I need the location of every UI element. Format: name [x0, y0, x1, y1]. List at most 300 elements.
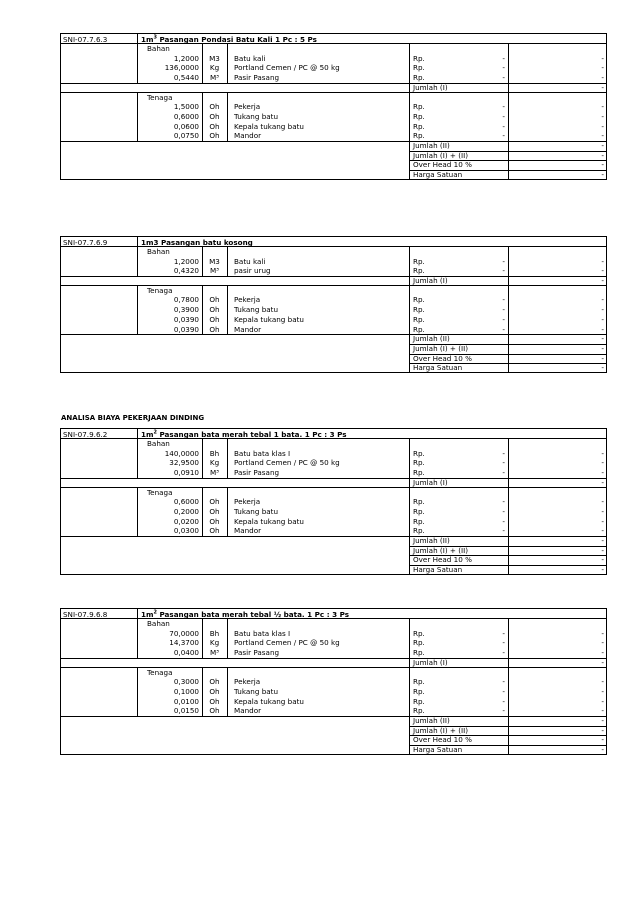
coefficient: 140,0000 — [164, 448, 199, 458]
line-total: - — [601, 526, 604, 536]
tenaga-item-row — [61, 677, 606, 687]
currency-label: Rp. — [413, 468, 425, 478]
tenaga-section — [60, 488, 607, 575]
currency-label: Rp. — [413, 628, 425, 638]
title-superscript: 2 — [153, 429, 157, 436]
unit: Bh — [209, 448, 220, 458]
total-row — [61, 276, 606, 286]
item-name: Batu kali — [234, 53, 266, 63]
block-header — [60, 428, 607, 439]
item-name: Batu kali — [234, 256, 266, 266]
item-name: Tukang batu — [234, 686, 279, 696]
tenaga-label: Tenaga — [147, 285, 173, 295]
analysis-block — [60, 236, 607, 373]
header-divider — [137, 429, 138, 438]
section-caption: ANALISA BIAYA PEKERJAAN DINDING — [61, 414, 205, 422]
header-divider — [137, 34, 138, 43]
bahan-item-row — [61, 629, 606, 639]
item-name: Pekerja — [234, 677, 261, 687]
coefficient: 14,3700 — [169, 638, 199, 648]
bahan-label: Bahan — [147, 619, 170, 628]
coefficient: 0,5440 — [173, 73, 199, 83]
currency-label: Rp. — [413, 324, 425, 334]
unit: Oh — [209, 111, 220, 121]
item-name: Kepala tukang batu — [234, 516, 304, 526]
total-value: - — [601, 160, 604, 170]
unit: Oh — [209, 305, 220, 315]
line-total: - — [601, 516, 604, 526]
total-row — [61, 363, 606, 373]
total-row — [61, 716, 606, 726]
currency-label: Rp. — [413, 102, 425, 112]
item-name: Kepala tukang batu — [234, 121, 304, 131]
tenaga-item-row — [61, 131, 606, 141]
currency-label: Rp. — [413, 295, 425, 305]
bahan-item-row — [61, 458, 606, 468]
unit: M3 — [209, 256, 220, 266]
sni-code: SNI-07.9.6.2 — [63, 430, 108, 439]
bahan-section — [60, 619, 607, 668]
bahan-label-row — [61, 619, 606, 629]
tenaga-item-row — [61, 507, 606, 517]
line-total: - — [601, 295, 604, 305]
unit-price: - — [502, 73, 505, 83]
total-value: - — [601, 536, 604, 545]
unit-price: - — [502, 677, 505, 687]
currency-label: Rp. — [413, 53, 425, 63]
total-row — [61, 170, 606, 180]
header-divider — [137, 609, 138, 618]
unit-price: - — [502, 256, 505, 266]
tenaga-section — [60, 93, 607, 180]
unit: Oh — [209, 295, 220, 305]
bahan-item-row — [61, 266, 606, 276]
title-prefix: 1m — [141, 610, 154, 619]
coefficient: 0,3000 — [173, 677, 199, 687]
coefficient: 0,0750 — [173, 131, 199, 141]
currency-label: Rp. — [413, 696, 425, 706]
total-label: Jumlah (I) — [413, 82, 448, 92]
unit: M³ — [209, 468, 220, 478]
block-header — [60, 608, 607, 619]
tenaga-item-row — [61, 122, 606, 132]
bahan-item-row — [61, 63, 606, 73]
coefficient: 0,2000 — [173, 506, 199, 516]
line-total: - — [601, 497, 604, 507]
total-value: - — [601, 141, 604, 150]
coefficient: 1,5000 — [173, 102, 199, 112]
total-value: - — [601, 725, 604, 735]
item-name: Mandor — [234, 706, 262, 716]
currency-label: Rp. — [413, 111, 425, 121]
tenaga-item-row — [61, 526, 606, 536]
tenaga-section — [60, 668, 607, 755]
total-label: Over Head 10 % — [413, 735, 472, 745]
currency-label: Rp. — [413, 458, 425, 468]
total-label: Jumlah (I) + (II) — [413, 343, 469, 353]
bahan-label: Bahan — [147, 247, 170, 256]
analysis-block — [60, 428, 607, 575]
tenaga-item-row — [61, 305, 606, 315]
line-total: - — [601, 102, 604, 112]
unit: Oh — [209, 324, 220, 334]
header-divider — [137, 237, 138, 246]
line-total: - — [601, 468, 604, 478]
unit-price: - — [502, 648, 505, 658]
currency-label: Rp. — [413, 648, 425, 658]
item-name: pasir urug — [234, 266, 271, 276]
unit: Oh — [209, 314, 220, 324]
coefficient: 0,0200 — [173, 516, 199, 526]
coefficient: 0,6000 — [173, 497, 199, 507]
currency-label: Rp. — [413, 516, 425, 526]
line-total: - — [601, 696, 604, 706]
total-value: - — [601, 353, 604, 363]
title-text: Pasangan bata merah tebal ½ bata. 1 Pc : 3 Ps — [156, 610, 349, 619]
unit: Oh — [209, 506, 220, 516]
total-label: Harga Satuan — [413, 363, 463, 373]
coefficient: 1,2000 — [173, 53, 199, 63]
unit-price: - — [502, 628, 505, 638]
tenaga-item-row — [61, 697, 606, 707]
coefficient: 0,0400 — [173, 648, 199, 658]
line-total: - — [601, 121, 604, 131]
total-label: Harga Satuan — [413, 170, 463, 180]
block-header — [60, 33, 607, 44]
line-total: - — [601, 63, 604, 73]
total-value: - — [601, 745, 604, 755]
item-name: Portland Cemen / PC @ 50 kg — [234, 63, 340, 73]
unit: M³ — [209, 266, 220, 276]
tenaga-label-row — [61, 93, 606, 103]
item-name: Mandor — [234, 526, 262, 536]
currency-label: Rp. — [413, 256, 425, 266]
title-text: Pasangan bata merah tebal 1 bata. 1 Pc : 3 Ps — [156, 430, 347, 439]
bahan-section — [60, 439, 607, 488]
bahan-label-row — [61, 439, 606, 449]
unit-price: - — [502, 131, 505, 141]
currency-label: Rp. — [413, 305, 425, 315]
line-total: - — [601, 648, 604, 658]
line-total: - — [601, 706, 604, 716]
tenaga-item-row — [61, 517, 606, 527]
unit: M³ — [209, 648, 220, 658]
total-value: - — [601, 555, 604, 565]
line-total: - — [601, 506, 604, 516]
item-name: Portland Cemen / PC @ 50 kg — [234, 458, 340, 468]
item-name: Pekerja — [234, 102, 261, 112]
total-label: Jumlah (I) — [413, 477, 448, 487]
total-label: Jumlah (II) — [413, 334, 450, 344]
unit: M3 — [209, 53, 220, 63]
coefficient: 32,9500 — [169, 458, 199, 468]
tenaga-section — [60, 286, 607, 373]
total-label: Jumlah (I) — [413, 657, 448, 667]
line-total: - — [601, 677, 604, 687]
total-label: Jumlah (II) — [413, 141, 450, 150]
item-name: Pekerja — [234, 295, 261, 305]
unit-price: - — [502, 102, 505, 112]
unit-price: - — [502, 53, 505, 63]
currency-label: Rp. — [413, 266, 425, 276]
item-name: Pekerja — [234, 497, 261, 507]
bahan-item-row — [61, 449, 606, 459]
line-total: - — [601, 686, 604, 696]
sni-code: SNI-07.9.6.8 — [63, 610, 108, 619]
unit-price: - — [502, 506, 505, 516]
tenaga-label: Tenaga — [147, 487, 173, 497]
unit-price: - — [502, 468, 505, 478]
unit: Oh — [209, 102, 220, 112]
currency-label: Rp. — [413, 706, 425, 716]
total-label: Over Head 10 % — [413, 160, 472, 170]
block-title — [141, 430, 347, 439]
line-total: - — [601, 314, 604, 324]
item-name: Mandor — [234, 324, 262, 334]
total-label: Jumlah (II) — [413, 536, 450, 545]
block-title — [141, 238, 253, 247]
item-name: Pasir Pasang — [234, 468, 280, 478]
unit: Bh — [209, 628, 220, 638]
unit: Kg — [209, 638, 220, 648]
total-row — [61, 334, 606, 344]
tenaga-item-row — [61, 325, 606, 335]
total-value: - — [601, 276, 604, 286]
item-name: Kepala tukang batu — [234, 314, 304, 324]
item-name: Pasir Pasang — [234, 73, 280, 83]
unit: Oh — [209, 686, 220, 696]
unit-price: - — [502, 324, 505, 334]
total-label: Jumlah (I) + (II) — [413, 725, 469, 735]
currency-label: Rp. — [413, 638, 425, 648]
total-value: - — [601, 343, 604, 353]
currency-label: Rp. — [413, 448, 425, 458]
item-name: Pasir Pasang — [234, 648, 280, 658]
total-row — [61, 565, 606, 575]
unit-price: - — [502, 266, 505, 276]
unit: Oh — [209, 497, 220, 507]
total-label: Harga Satuan — [413, 745, 463, 755]
tenaga-label-row — [61, 668, 606, 678]
coefficient: 0,0600 — [173, 121, 199, 131]
tenaga-label: Tenaga — [147, 667, 173, 677]
block-header — [60, 236, 607, 247]
line-total: - — [601, 73, 604, 83]
total-row — [61, 546, 606, 556]
tenaga-label-row — [61, 286, 606, 296]
line-total: - — [601, 131, 604, 141]
title-prefix: 1m3 Pasangan batu kosong — [141, 238, 253, 247]
block-title — [141, 610, 349, 619]
tenaga-item-row — [61, 497, 606, 507]
unit-price: - — [502, 63, 505, 73]
total-label: Jumlah (II) — [413, 716, 450, 725]
item-name: Portland Cemen / PC @ 50 kg — [234, 638, 340, 648]
total-value: - — [601, 150, 604, 160]
unit: Kg — [209, 63, 220, 73]
total-value: - — [601, 363, 604, 373]
unit: Kg — [209, 458, 220, 468]
item-name: Tukang batu — [234, 506, 279, 516]
line-total: - — [601, 53, 604, 63]
sni-code: SNI-07.7.6.9 — [63, 238, 108, 247]
sni-code: SNI-07.7.6.3 — [63, 35, 108, 44]
line-total: - — [601, 266, 604, 276]
total-label: Over Head 10 % — [413, 353, 472, 363]
total-row — [61, 478, 606, 488]
coefficient: 0,3900 — [173, 305, 199, 315]
currency-label: Rp. — [413, 63, 425, 73]
unit-price: - — [502, 497, 505, 507]
unit-price: - — [502, 516, 505, 526]
tenaga-item-row — [61, 102, 606, 112]
bahan-section — [60, 247, 607, 286]
bahan-label: Bahan — [147, 439, 170, 448]
total-value: - — [601, 477, 604, 487]
total-row — [61, 726, 606, 736]
bahan-item-row — [61, 54, 606, 64]
currency-label: Rp. — [413, 73, 425, 83]
coefficient: 0,0150 — [173, 706, 199, 716]
coefficient: 0,1000 — [173, 686, 199, 696]
total-label: Harga Satuan — [413, 565, 463, 575]
unit: Oh — [209, 696, 220, 706]
tenaga-item-row — [61, 315, 606, 325]
item-name: Tukang batu — [234, 111, 279, 121]
unit: Oh — [209, 121, 220, 131]
total-row — [61, 141, 606, 151]
coefficient: 0,0390 — [173, 324, 199, 334]
unit-price: - — [502, 526, 505, 536]
title-superscript: 2 — [153, 609, 157, 616]
line-total: - — [601, 256, 604, 266]
bahan-item-row — [61, 648, 606, 658]
unit-price: - — [502, 111, 505, 121]
unit-price: - — [502, 305, 505, 315]
total-label: Jumlah (I) + (II) — [413, 150, 469, 160]
currency-label: Rp. — [413, 497, 425, 507]
bahan-section — [60, 44, 607, 93]
line-total: - — [601, 305, 604, 315]
currency-label: Rp. — [413, 506, 425, 516]
bahan-label: Bahan — [147, 44, 170, 53]
coefficient: 0,7800 — [173, 295, 199, 305]
bahan-label-row — [61, 44, 606, 54]
bahan-label-row — [61, 247, 606, 257]
unit-price: - — [502, 706, 505, 716]
unit-price: - — [502, 638, 505, 648]
coefficient: 0,4320 — [173, 266, 199, 276]
analysis-block — [60, 608, 607, 755]
total-value: - — [601, 716, 604, 725]
line-total: - — [601, 458, 604, 468]
currency-label: Rp. — [413, 686, 425, 696]
tenaga-item-row — [61, 112, 606, 122]
line-total: - — [601, 638, 604, 648]
item-name: Batu bata klas I — [234, 628, 291, 638]
total-row — [61, 83, 606, 93]
tenaga-item-row — [61, 706, 606, 716]
unit-price: - — [502, 448, 505, 458]
currency-label: Rp. — [413, 677, 425, 687]
item-name: Batu bata klas I — [234, 448, 291, 458]
analysis-block — [60, 33, 607, 180]
total-value: - — [601, 565, 604, 575]
bahan-item-row — [61, 73, 606, 83]
title-text: Pasangan Pondasi Batu Kali 1 Pc : 5 Ps — [156, 35, 317, 44]
total-label: Jumlah (I) + (II) — [413, 545, 469, 555]
total-value: - — [601, 657, 604, 667]
coefficient: 1,2000 — [173, 256, 199, 266]
title-superscript: 3 — [153, 34, 157, 41]
unit: Oh — [209, 131, 220, 141]
coefficient: 0,6000 — [173, 111, 199, 121]
total-row — [61, 658, 606, 668]
bahan-item-row — [61, 468, 606, 478]
line-total: - — [601, 111, 604, 121]
tenaga-label: Tenaga — [147, 92, 173, 102]
unit: M³ — [209, 73, 220, 83]
total-row — [61, 354, 606, 364]
block-title — [141, 35, 317, 44]
bahan-item-row — [61, 257, 606, 267]
bahan-item-row — [61, 638, 606, 648]
unit: Oh — [209, 677, 220, 687]
total-value: - — [601, 735, 604, 745]
total-row — [61, 735, 606, 745]
title-prefix: 1m — [141, 35, 154, 44]
unit-price: - — [502, 458, 505, 468]
currency-label: Rp. — [413, 314, 425, 324]
tenaga-label-row — [61, 488, 606, 498]
item-name: Kepala tukang batu — [234, 696, 304, 706]
title-prefix: 1m — [141, 430, 154, 439]
total-label: Jumlah (I) — [413, 276, 448, 286]
total-value: - — [601, 170, 604, 180]
line-total: - — [601, 448, 604, 458]
total-label: Over Head 10 % — [413, 555, 472, 565]
currency-label: Rp. — [413, 526, 425, 536]
coefficient: 0,0910 — [173, 468, 199, 478]
unit-price: - — [502, 295, 505, 305]
line-total: - — [601, 324, 604, 334]
coefficient: 0,0100 — [173, 696, 199, 706]
line-total: - — [601, 628, 604, 638]
total-row — [61, 160, 606, 170]
total-row — [61, 151, 606, 161]
unit-price: - — [502, 696, 505, 706]
unit-price: - — [502, 314, 505, 324]
unit-price: - — [502, 686, 505, 696]
unit: Oh — [209, 526, 220, 536]
total-row — [61, 536, 606, 546]
coefficient: 136,0000 — [164, 63, 199, 73]
tenaga-item-row — [61, 295, 606, 305]
unit-price: - — [502, 121, 505, 131]
unit: Oh — [209, 706, 220, 716]
currency-label: Rp. — [413, 121, 425, 131]
total-value: - — [601, 82, 604, 92]
tenaga-item-row — [61, 687, 606, 697]
total-value: - — [601, 545, 604, 555]
total-row — [61, 745, 606, 755]
total-row — [61, 555, 606, 565]
total-row — [61, 344, 606, 354]
total-value: - — [601, 334, 604, 344]
coefficient: 0,0300 — [173, 526, 199, 536]
currency-label: Rp. — [413, 131, 425, 141]
item-name: Tukang batu — [234, 305, 279, 315]
